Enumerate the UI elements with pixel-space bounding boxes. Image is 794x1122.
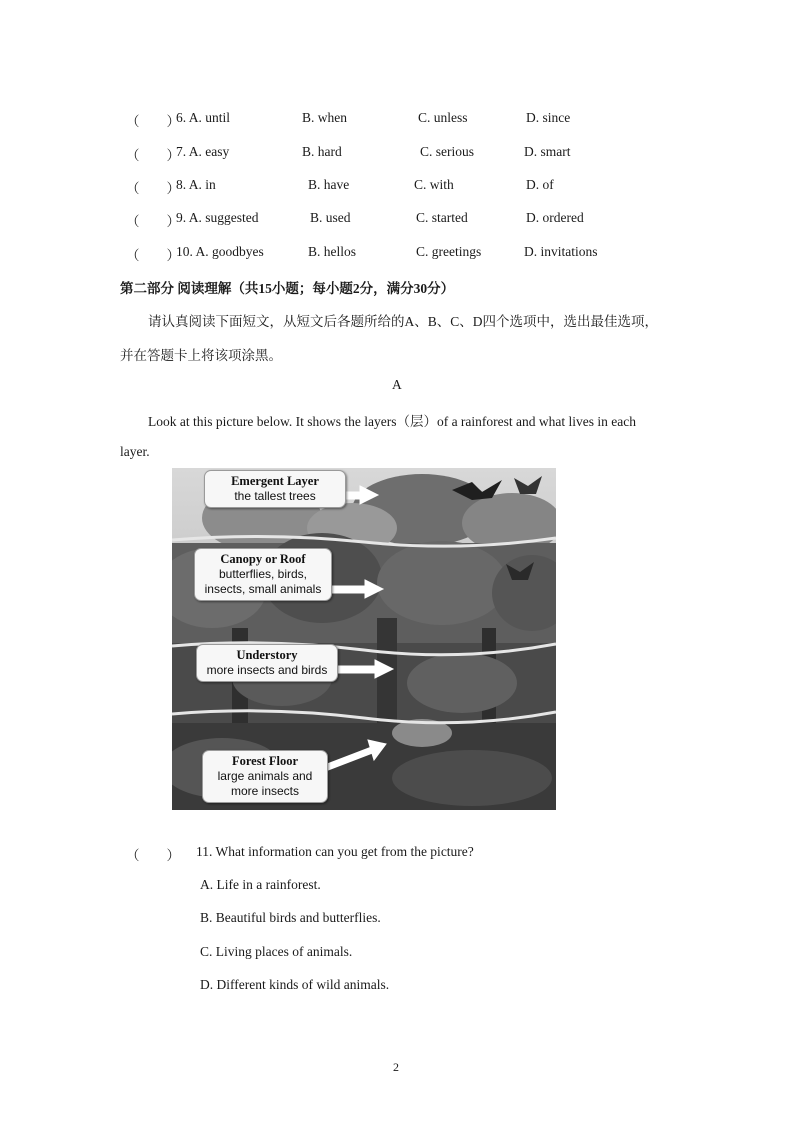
option-a: 9. A. suggested bbox=[176, 210, 259, 225]
question-11-stem: 11. What information can you get from the picture? bbox=[196, 844, 474, 859]
label-text: butterflies, birds, bbox=[218, 567, 308, 581]
option-b: B. when bbox=[302, 110, 347, 125]
option-a: 6. A. until bbox=[176, 110, 231, 125]
instruction-line-2: 并在答题卡上将该项涂黑。 bbox=[120, 348, 282, 363]
label-text: large animals and bbox=[217, 769, 313, 783]
question-11-option-d: D. Different kinds of wild animals. bbox=[200, 977, 390, 992]
label-understory-layer bbox=[196, 644, 338, 682]
answer-parentheses[interactable]: （ ） bbox=[126, 248, 180, 263]
answer-parentheses[interactable]: （ ） bbox=[126, 181, 180, 196]
option-a: 10. A. goodbyes bbox=[176, 244, 264, 259]
option-a: 7. A. easy bbox=[176, 144, 230, 159]
option-a: 8. A. in bbox=[176, 177, 216, 192]
question-11-option-a: A. Life in a rainforest. bbox=[200, 877, 321, 892]
label-title: Emergent Layer bbox=[231, 474, 319, 488]
option-c: C. with bbox=[414, 177, 454, 192]
option-d: D. since bbox=[526, 110, 571, 125]
page-number: 2 bbox=[393, 1060, 399, 1074]
section-heading: 第二部分 阅读理解（共15小题；每小题2分，满分30分） bbox=[120, 281, 455, 296]
answer-parentheses[interactable]: （ ） bbox=[126, 848, 180, 863]
answer-parentheses[interactable]: （ ） bbox=[126, 148, 180, 163]
passage-intro-line-2: layer. bbox=[120, 444, 150, 459]
question-row-8 bbox=[126, 177, 686, 197]
option-b: B. used bbox=[310, 210, 351, 225]
rainforest-layers-figure bbox=[172, 468, 556, 810]
question-row-6 bbox=[126, 110, 686, 130]
option-d: D. ordered bbox=[526, 210, 584, 225]
question-11-option-b: B. Beautiful birds and butterflies. bbox=[200, 910, 381, 925]
label-text: more insects and birds bbox=[206, 663, 328, 677]
option-b: B. hard bbox=[302, 144, 342, 159]
label-canopy-layer bbox=[194, 548, 332, 601]
option-d: D. smart bbox=[524, 144, 571, 159]
option-d: D. invitations bbox=[524, 244, 598, 259]
label-emergent-layer bbox=[204, 470, 346, 508]
option-c: C. started bbox=[416, 210, 468, 225]
passage-letter: A bbox=[392, 377, 402, 392]
label-title: Forest Floor bbox=[231, 754, 299, 768]
instruction-line-1: 请认真阅读下面短文，从短文后各题所给的A、B、C、D四个选项中，选出最佳选项， bbox=[148, 314, 659, 329]
option-c: C. serious bbox=[420, 144, 474, 159]
question-row-9 bbox=[126, 210, 686, 230]
question-row-10 bbox=[126, 244, 686, 264]
option-b: B. hellos bbox=[308, 244, 357, 259]
answer-parentheses[interactable]: （ ） bbox=[126, 114, 180, 129]
question-row-7 bbox=[126, 144, 686, 164]
option-c: C. greetings bbox=[416, 244, 482, 259]
passage-intro-line-1: Look at this picture below. It shows the layers（层）of a rainforest and what lives in each bbox=[148, 414, 636, 429]
option-b: B. have bbox=[308, 177, 350, 192]
label-text: more insects bbox=[230, 784, 300, 798]
label-title: Canopy or Roof bbox=[220, 552, 306, 566]
label-text: insects, small animals bbox=[204, 582, 322, 596]
label-forest-floor bbox=[202, 750, 328, 803]
option-c: C. unless bbox=[418, 110, 468, 125]
question-11-option-c: C. Living places of animals. bbox=[200, 944, 353, 959]
answer-parentheses[interactable]: （ ） bbox=[126, 214, 180, 229]
option-d: D. of bbox=[526, 177, 554, 192]
label-title: Understory bbox=[236, 648, 298, 662]
label-text: the tallest trees bbox=[234, 489, 316, 503]
